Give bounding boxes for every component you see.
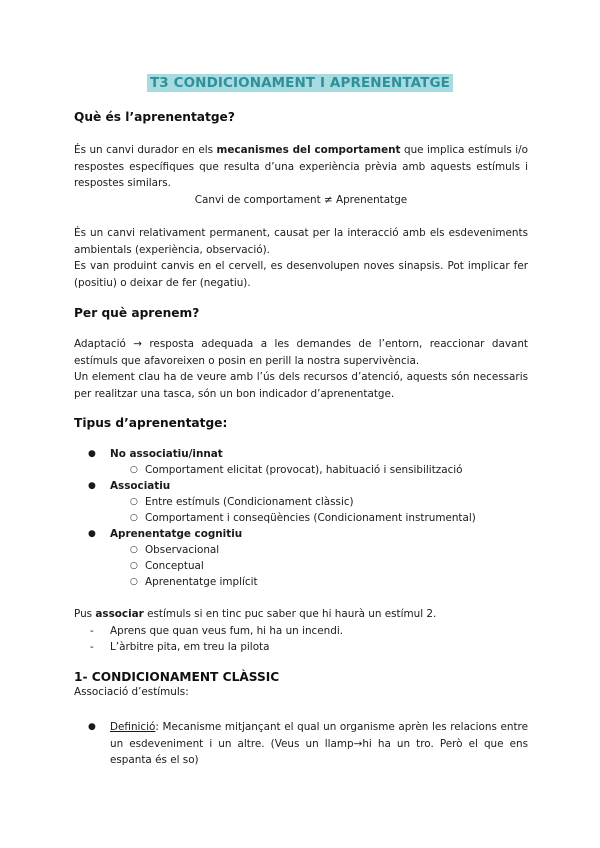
dash-bullet-icon: - xyxy=(90,624,94,637)
paragraph-brain-changes: Es van produint canvis en el cervell, es desenvolupen noves sinapsis. Pot implicar fer (positiu) o deixar de fer (negatiu). xyxy=(74,260,528,289)
circle-bullet-icon: ○ xyxy=(130,545,138,555)
definition-list xyxy=(74,719,528,769)
dash-bullet-icon: - xyxy=(90,640,94,653)
type-label: No associatiu/innat xyxy=(110,448,223,460)
list-item xyxy=(110,462,528,478)
list-item xyxy=(110,574,528,590)
document-content xyxy=(74,110,528,769)
list-item xyxy=(110,494,528,510)
circle-bullet-icon: ○ xyxy=(130,513,138,523)
list-item xyxy=(110,510,528,526)
examples-list xyxy=(74,623,528,655)
list-item xyxy=(74,719,528,769)
subheading-association: Associació d’estímuls: xyxy=(74,685,189,698)
bullet-icon: ● xyxy=(88,481,96,491)
bullet-icon: ● xyxy=(88,722,96,732)
type-label: Aprenentatge cognitiu xyxy=(110,528,243,540)
sub-item-text: Entre estímuls (Condicionament clàssic) xyxy=(145,496,354,508)
paragraph-definition xyxy=(74,142,528,192)
heading-classical-conditioning: 1- CONDICIONAMENT CLÀSSIC xyxy=(74,669,280,684)
learning-types-list xyxy=(74,446,528,590)
heading-learning-types: Tipus d’aprenentatge: xyxy=(74,416,228,430)
paragraph-relative-change: És un canvi relativament permanent, causat per la interacció amb els esdeveniments ambientals (experiència, observació). xyxy=(74,227,528,256)
list-item xyxy=(110,558,528,574)
sub-item-text: Comportament elicitat (provocat), habituació i sensibilització xyxy=(145,464,463,476)
bullet-icon: ● xyxy=(88,529,96,539)
sub-item-text: Conceptual xyxy=(145,560,204,572)
text-run: És un canvi durador en els xyxy=(74,144,217,156)
text-run: estímuls si en tinc puc saber que hi haurà un estímul 2. xyxy=(143,608,437,620)
example-text: L’àrbitre pita, em treu la pilota xyxy=(110,640,270,653)
list-item xyxy=(74,526,528,590)
example-text: Aprens que quan veus fum, hi ha un incendi. xyxy=(110,624,344,637)
sublist xyxy=(110,462,528,478)
list-item xyxy=(74,623,528,639)
sub-item-text: Comportament i conseqüències (Condicionament instrumental) xyxy=(145,512,476,524)
bullet-icon: ● xyxy=(88,449,96,459)
text-run: Pus xyxy=(74,608,96,620)
text-run: que implica estímuls i/o respostes específiques que resulta d’una experiència prèvia amb aquests estímuls i respostes similars. xyxy=(74,144,529,189)
heading-why-learn: Per què aprenem? xyxy=(74,306,200,320)
paragraph-associate xyxy=(74,606,528,623)
centered-formula: Canvi de comportament ≠ Aprenentatge xyxy=(194,193,408,206)
document-title: T3 CONDICIONAMENT I APRENENTATGE xyxy=(147,74,453,92)
list-item xyxy=(74,478,528,526)
paragraph-attention: Un element clau ha de veure amb l’ús dels recursos d’atenció, aquests són necessaris per realitzar una tasca, són un bon indicador d’aprenentatge. xyxy=(74,371,528,400)
sublist xyxy=(110,494,528,526)
circle-bullet-icon: ○ xyxy=(130,497,138,507)
definition-label: Definició xyxy=(110,721,156,733)
circle-bullet-icon: ○ xyxy=(130,465,138,475)
list-item xyxy=(110,542,528,558)
paragraph-adaptation: Adaptació → resposta adequada a les demandes de l’entorn, reaccionar davant estímuls que afavoreixen o posin en perill la nostra supervivència. xyxy=(74,338,528,367)
bold-term: associar xyxy=(95,608,144,620)
list-item xyxy=(74,639,528,655)
circle-bullet-icon: ○ xyxy=(130,577,138,587)
title-wrap xyxy=(0,72,600,92)
heading-what-is-learning: Què és l’aprenentatge? xyxy=(74,110,235,124)
list-item xyxy=(74,446,528,478)
sub-item-text: Aprenentatge implícit xyxy=(145,576,258,588)
definition-text: : Mecanisme mitjançant el qual un organisme aprèn les relacions entre un esdeveniment i un altre. (Veus un llamp→hi ha un tro. Però el que ens espanta és el so) xyxy=(110,721,528,766)
sublist xyxy=(110,542,528,590)
sub-item-text: Observacional xyxy=(145,544,220,556)
bold-term: mecanismes del comportament xyxy=(216,144,401,156)
type-label: Associatiu xyxy=(110,480,171,492)
circle-bullet-icon: ○ xyxy=(130,561,138,571)
